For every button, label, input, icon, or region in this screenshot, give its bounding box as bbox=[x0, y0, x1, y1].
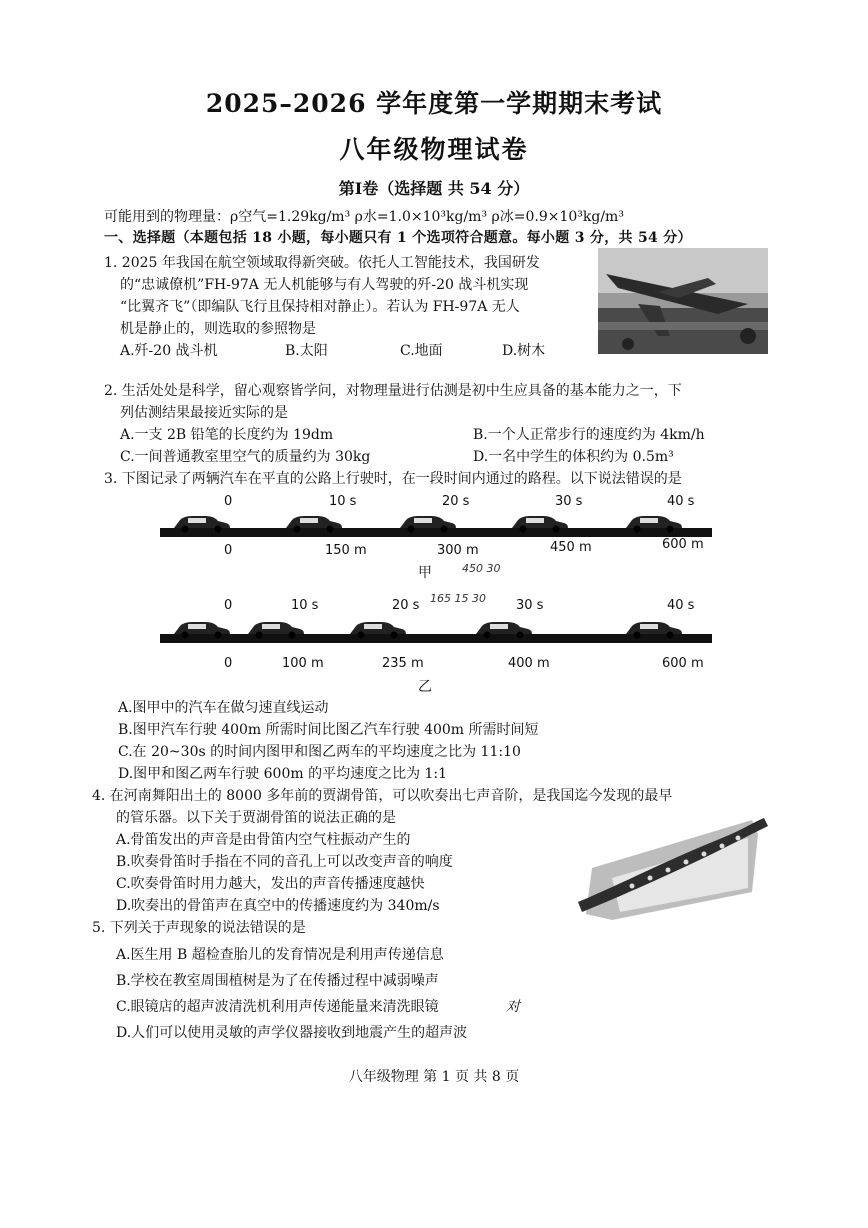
aircraft-photo bbox=[598, 248, 768, 354]
road-b-time: 0 bbox=[224, 598, 233, 613]
question-4-option-c: C.吹奏骨笛时用力越大，发出的声音传播速度越快 bbox=[116, 876, 425, 892]
question-3-option-b: B.图甲汽车行驶 400m 所需时间比图乙汽车行驶 400m 所需时间短 bbox=[118, 722, 539, 738]
road-a-graphic bbox=[160, 508, 720, 544]
road-b-time: 30 s bbox=[516, 598, 544, 613]
question-2-option-b: B.一个人正常步行的速度约为 4km/h bbox=[473, 427, 705, 443]
road-b-time: 20 s bbox=[392, 598, 420, 613]
road-b-distance: 600 m bbox=[662, 656, 704, 671]
question-3-stem: 3. 下图记录了两辆汽车在平直的公路上行驶时，在一段时间内通过的路程。以下说法错误的是 bbox=[104, 471, 682, 487]
question-3-option-d: D.图甲和图乙两车行驶 600m 的平均速度之比为 1:1 bbox=[118, 766, 448, 782]
question-1-line: 的“忠诚僚机”FH-97A 无人机能够与有人驾驶的歼-20 战斗机实现 bbox=[120, 277, 529, 293]
road-a-time: 10 s bbox=[329, 494, 357, 509]
aircraft-photo-image bbox=[598, 248, 768, 354]
road-a-distance: 0 bbox=[224, 543, 233, 558]
question-2-line: 列估测结果最接近实际的是 bbox=[120, 405, 288, 421]
question-1-option-a: A.歼-20 战斗机 bbox=[120, 343, 218, 359]
part-heading: 第Ⅰ卷（选择题 共 54 分） bbox=[338, 179, 530, 198]
question-2-option-d: D.一名中学生的体积约为 0.5m³ bbox=[473, 449, 674, 465]
question-1-line: “比翼齐飞”（即编队飞行且保持相对静止）。若认为 FH-97A 无人 bbox=[120, 299, 520, 315]
road-a-label: 甲 bbox=[418, 565, 432, 581]
road-b-distance: 100 m bbox=[282, 656, 324, 671]
question-5-option-d: D.人们可以使用灵敏的声学仪器接收到地震产生的超声波 bbox=[116, 1025, 468, 1041]
page-footer: 八年级物理 第 1 页 共 8 页 bbox=[348, 1069, 520, 1085]
road-a-time: 20 s bbox=[442, 494, 470, 509]
road-a-surface bbox=[160, 528, 712, 537]
question-4-option-d: D.吹奏出的骨笛声在真空中的传播速度约为 340m/s bbox=[116, 898, 440, 914]
question-2-option-c: C.一间普通教室里空气的质量约为 30kg bbox=[120, 449, 371, 465]
road-a-distance: 150 m bbox=[325, 543, 367, 558]
handwritten-scribble: 450 30 bbox=[462, 562, 501, 575]
bone-flute-image bbox=[572, 808, 772, 928]
question-5-stem: 5. 下列关于声现象的说法错误的是 bbox=[92, 920, 306, 936]
road-b-time: 40 s bbox=[667, 598, 695, 613]
question-1-option-b: B.太阳 bbox=[285, 343, 328, 359]
question-1-line: 1. 2025 年我国在航空领域取得新突破。依托人工智能技术，我国研发 bbox=[104, 255, 540, 271]
physical-constants: 可能用到的物理量：ρ空气=1.29kg/m³ ρ水=1.0×10³kg/m³ ρ冰=0.9×10³kg/m³ bbox=[104, 209, 624, 225]
question-4-option-a: A.骨笛发出的声音是由骨笛内空气柱振动产生的 bbox=[116, 832, 411, 848]
question-2-line: 2. 生活处处是科学，留心观察皆学问，对物理量进行估测是初中生应具备的基本能力之一，下 bbox=[104, 383, 682, 399]
road-b-distance: 0 bbox=[224, 656, 233, 671]
question-5-option-b: B.学校在教室周围植树是为了在传播过程中减弱噪声 bbox=[116, 973, 439, 989]
road-b-distance: 235 m bbox=[382, 656, 424, 671]
exam-subtitle: 八年级物理试卷 bbox=[339, 135, 529, 164]
question-2-option-a: A.一支 2B 铅笔的长度约为 19dm bbox=[120, 427, 334, 443]
section-heading: 一、选择题（本题包括 18 小题，每小题只有 1 个选项符合题意。每小题 3 分，共 54 分） bbox=[104, 230, 692, 246]
question-4-line: 的管乐器。以下关于贾湖骨笛的说法正确的是 bbox=[116, 810, 396, 826]
question-3-option-c: C.在 20~30s 的时间内图甲和图乙两车的平均速度之比为 11:10 bbox=[118, 744, 521, 760]
road-b-distance: 400 m bbox=[508, 656, 550, 671]
road-b-label: 乙 bbox=[418, 679, 432, 695]
handwritten-scribble: 165 15 30 bbox=[430, 592, 486, 605]
road-b-graphic bbox=[160, 614, 720, 650]
road-a-distance: 300 m bbox=[437, 543, 479, 558]
road-a-time: 40 s bbox=[667, 494, 695, 509]
question-1-option-c: C.地面 bbox=[400, 343, 443, 359]
question-1-line: 机是静止的，则选取的参照物是 bbox=[120, 321, 316, 337]
question-4-option-b: B.吹奏骨笛时手指在不同的音孔上可以改变声音的响度 bbox=[116, 854, 453, 870]
road-a-time: 30 s bbox=[555, 494, 583, 509]
road-b-time: 10 s bbox=[291, 598, 319, 613]
question-4-line: 4. 在河南舞阳出土的 8000 多年前的贾湖骨笛，可以吹奏出七声音阶，是我国迄今发现的最早 bbox=[92, 788, 673, 804]
handwritten-mark: 对 bbox=[506, 999, 520, 1015]
question-3-option-a: A.图甲中的汽车在做匀速直线运动 bbox=[118, 700, 329, 716]
question-5-option-a: A.医生用 B 超检查胎儿的发育情况是利用声传递信息 bbox=[116, 947, 444, 963]
road-a-time: 0 bbox=[224, 494, 233, 509]
exam-title: 2025–2026 学年度第一学期期末考试 bbox=[205, 89, 663, 118]
road-b-surface bbox=[160, 634, 712, 643]
road-a-distance: 450 m bbox=[550, 540, 592, 555]
question-5-option-c: C.眼镜店的超声波清洗机利用声传递能量来清洗眼镜 bbox=[116, 999, 439, 1015]
road-a-distance: 600 m bbox=[662, 537, 704, 552]
question-1-option-d: D.树木 bbox=[502, 343, 546, 359]
